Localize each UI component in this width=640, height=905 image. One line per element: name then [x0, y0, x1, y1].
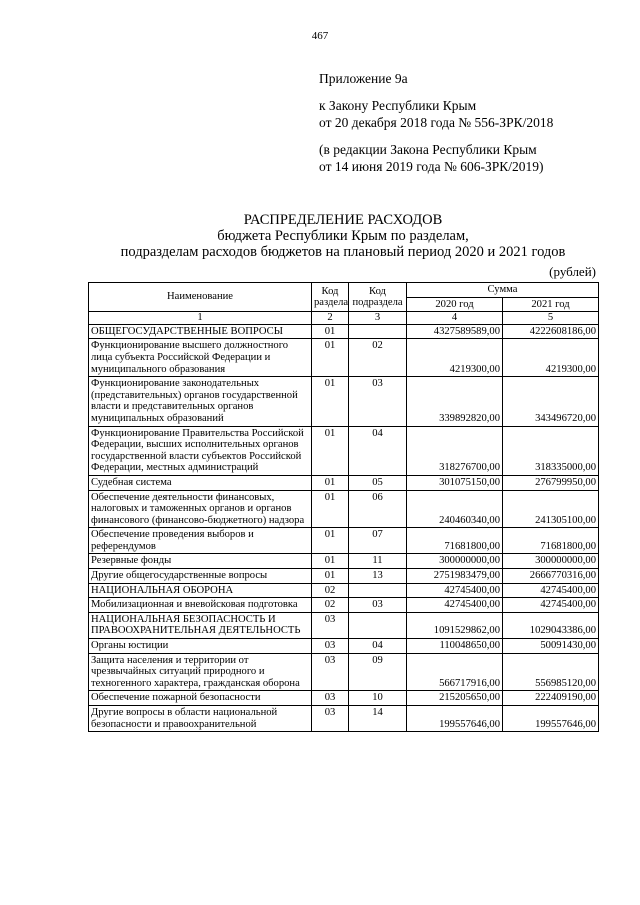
row-sum-2020: 71681800,00	[407, 528, 503, 554]
row-sum-2021: 556985120,00	[503, 653, 599, 691]
row-sum-2020: 566717916,00	[407, 653, 503, 691]
appendix-line: Приложение 9а	[319, 71, 408, 86]
row-name: Обеспечение деятельности финансовых, налоговых и таможенных органов и органов финансового (финансово-бюджетного) надзора	[89, 490, 312, 528]
row-sum-2020: 4327589589,00	[407, 324, 503, 339]
row-section-code: 01	[312, 324, 349, 339]
appendix-line: от 20 декабря 2018 года № 556-ЗРК/2018	[319, 115, 554, 130]
row-subsection-code: 03	[349, 598, 407, 613]
appendix-line: к Закону Республики Крым	[319, 98, 477, 113]
table-row	[89, 554, 599, 569]
row-subsection-code	[349, 612, 407, 638]
row-name: НАЦИОНАЛЬНАЯ ОБОРОНА	[89, 583, 312, 598]
row-section-code: 03	[312, 639, 349, 654]
title-line: подразделам расходов бюджетов на плановый период 2020 и 2021 годов	[120, 244, 566, 260]
row-sum-2021: 222409190,00	[503, 691, 599, 706]
row-sum-2020: 1091529862,00	[407, 612, 503, 638]
row-sum-2021: 4219300,00	[503, 339, 599, 377]
row-section-code: 01	[312, 554, 349, 569]
header-year-2021: 2021 год	[503, 297, 599, 312]
page-number: 467	[311, 30, 329, 42]
row-sum-2021: 241305100,00	[503, 490, 599, 528]
row-sum-2020: 318276700,00	[407, 426, 503, 475]
row-sum-2021: 42745400,00	[503, 583, 599, 598]
row-subsection-code: 05	[349, 475, 407, 490]
row-section-code: 01	[312, 569, 349, 584]
table-row	[89, 598, 599, 613]
row-sum-2020: 2751983479,00	[407, 569, 503, 584]
row-sum-2021: 276799950,00	[503, 475, 599, 490]
row-sum-2021: 199557646,00	[503, 706, 599, 732]
row-subsection-code: 09	[349, 653, 407, 691]
table-row	[89, 377, 599, 426]
row-section-code: 03	[312, 691, 349, 706]
row-subsection-code: 06	[349, 490, 407, 528]
row-sum-2021: 42745400,00	[503, 598, 599, 613]
row-name: Функционирование высшего должностного лица субъекта Российской Федерации и муниципального образования	[89, 339, 312, 377]
budget-table	[88, 282, 599, 732]
column-number: 2	[312, 312, 349, 325]
header-sum: Сумма	[407, 283, 599, 298]
row-name: Другие общегосударственные вопросы	[89, 569, 312, 584]
row-subsection-code	[349, 583, 407, 598]
row-subsection-code: 13	[349, 569, 407, 584]
row-name: ОБЩЕГОСУДАРСТВЕННЫЕ ВОПРОСЫ	[89, 324, 312, 339]
row-subsection-code: 14	[349, 706, 407, 732]
row-sum-2020: 199557646,00	[407, 706, 503, 732]
table-row	[89, 612, 599, 638]
row-subsection-code: 07	[349, 528, 407, 554]
row-name: Обеспечение проведения выборов и референдумов	[89, 528, 312, 554]
table-row	[89, 569, 599, 584]
header-subsection-code: Код подраздела	[349, 283, 407, 312]
row-sum-2021: 318335000,00	[503, 426, 599, 475]
header-year-2020: 2020 год	[407, 297, 503, 312]
row-name: Другие вопросы в области национальной безопасности и правоохранительной	[89, 706, 312, 732]
row-sum-2020: 42745400,00	[407, 598, 503, 613]
row-name: Судебная система	[89, 475, 312, 490]
row-subsection-code: 04	[349, 426, 407, 475]
row-name: Органы юстиции	[89, 639, 312, 654]
row-sum-2020: 42745400,00	[407, 583, 503, 598]
table-row	[89, 490, 599, 528]
appendix-line: (в редакции Закона Республики Крым	[319, 142, 537, 157]
column-number: 1	[89, 312, 312, 325]
row-subsection-code	[349, 324, 407, 339]
row-section-code: 01	[312, 339, 349, 377]
row-sum-2021: 343496720,00	[503, 377, 599, 426]
row-name: Обеспечение пожарной безопасности	[89, 691, 312, 706]
column-number-row	[89, 312, 599, 325]
header-section-code: Код раздела	[312, 283, 349, 312]
table-row	[89, 475, 599, 490]
row-section-code: 01	[312, 426, 349, 475]
table-row	[89, 324, 599, 339]
title-line: РАСПРЕДЕЛЕНИЕ РАСХОДОВ	[243, 212, 443, 228]
row-section-code: 01	[312, 377, 349, 426]
row-name: Функционирование законодательных (представительных) органов государственной власти и представительных органов муниципальных образований	[89, 377, 312, 426]
row-subsection-code: 11	[349, 554, 407, 569]
row-subsection-code: 10	[349, 691, 407, 706]
row-sum-2021: 50091430,00	[503, 639, 599, 654]
table-row	[89, 653, 599, 691]
row-sum-2021: 2666770316,00	[503, 569, 599, 584]
row-sum-2021: 1029043386,00	[503, 612, 599, 638]
row-section-code: 01	[312, 528, 349, 554]
row-sum-2020: 240460340,00	[407, 490, 503, 528]
document-title	[88, 212, 598, 260]
column-number: 3	[349, 312, 407, 325]
column-number: 5	[503, 312, 599, 325]
table-row	[89, 528, 599, 554]
row-sum-2020: 339892820,00	[407, 377, 503, 426]
row-sum-2020: 110048650,00	[407, 639, 503, 654]
appendix-line: от 14 июня 2019 года № 606-ЗРК/2019)	[319, 159, 544, 174]
header-name: Наименование	[89, 283, 312, 312]
row-section-code: 03	[312, 653, 349, 691]
appendix-note	[319, 70, 553, 185]
units-label: (рублей)	[549, 264, 596, 279]
row-subsection-code: 03	[349, 377, 407, 426]
row-section-code: 03	[312, 706, 349, 732]
row-name: Защита населения и территории от чрезвычайных ситуаций природного и техногенного характера, гражданская оборона	[89, 653, 312, 691]
table-row	[89, 691, 599, 706]
row-sum-2020: 215205650,00	[407, 691, 503, 706]
row-section-code: 03	[312, 612, 349, 638]
table-row	[89, 639, 599, 654]
title-line: бюджета Республики Крым по разделам,	[217, 228, 469, 244]
table-row	[89, 339, 599, 377]
row-name: Резервные фонды	[89, 554, 312, 569]
table-row	[89, 426, 599, 475]
row-sum-2021: 4222608186,00	[503, 324, 599, 339]
row-name: Мобилизационная и вневойсковая подготовка	[89, 598, 312, 613]
row-name: НАЦИОНАЛЬНАЯ БЕЗОПАСНОСТЬ И ПРАВООХРАНИТЕЛЬНАЯ ДЕЯТЕЛЬНОСТЬ	[89, 612, 312, 638]
row-section-code: 01	[312, 490, 349, 528]
row-sum-2020: 300000000,00	[407, 554, 503, 569]
row-name: Функционирование Правительства Российской Федерации, высших исполнительных органов государственной власти субъектов Российской Федерации, местных администраций	[89, 426, 312, 475]
row-sum-2021: 71681800,00	[503, 528, 599, 554]
row-section-code: 01	[312, 475, 349, 490]
row-subsection-code: 04	[349, 639, 407, 654]
column-number: 4	[407, 312, 503, 325]
row-subsection-code: 02	[349, 339, 407, 377]
row-sum-2020: 4219300,00	[407, 339, 503, 377]
row-sum-2020: 301075150,00	[407, 475, 503, 490]
row-sum-2021: 300000000,00	[503, 554, 599, 569]
table-row	[89, 583, 599, 598]
table-row	[89, 706, 599, 732]
row-section-code: 02	[312, 598, 349, 613]
row-section-code: 02	[312, 583, 349, 598]
